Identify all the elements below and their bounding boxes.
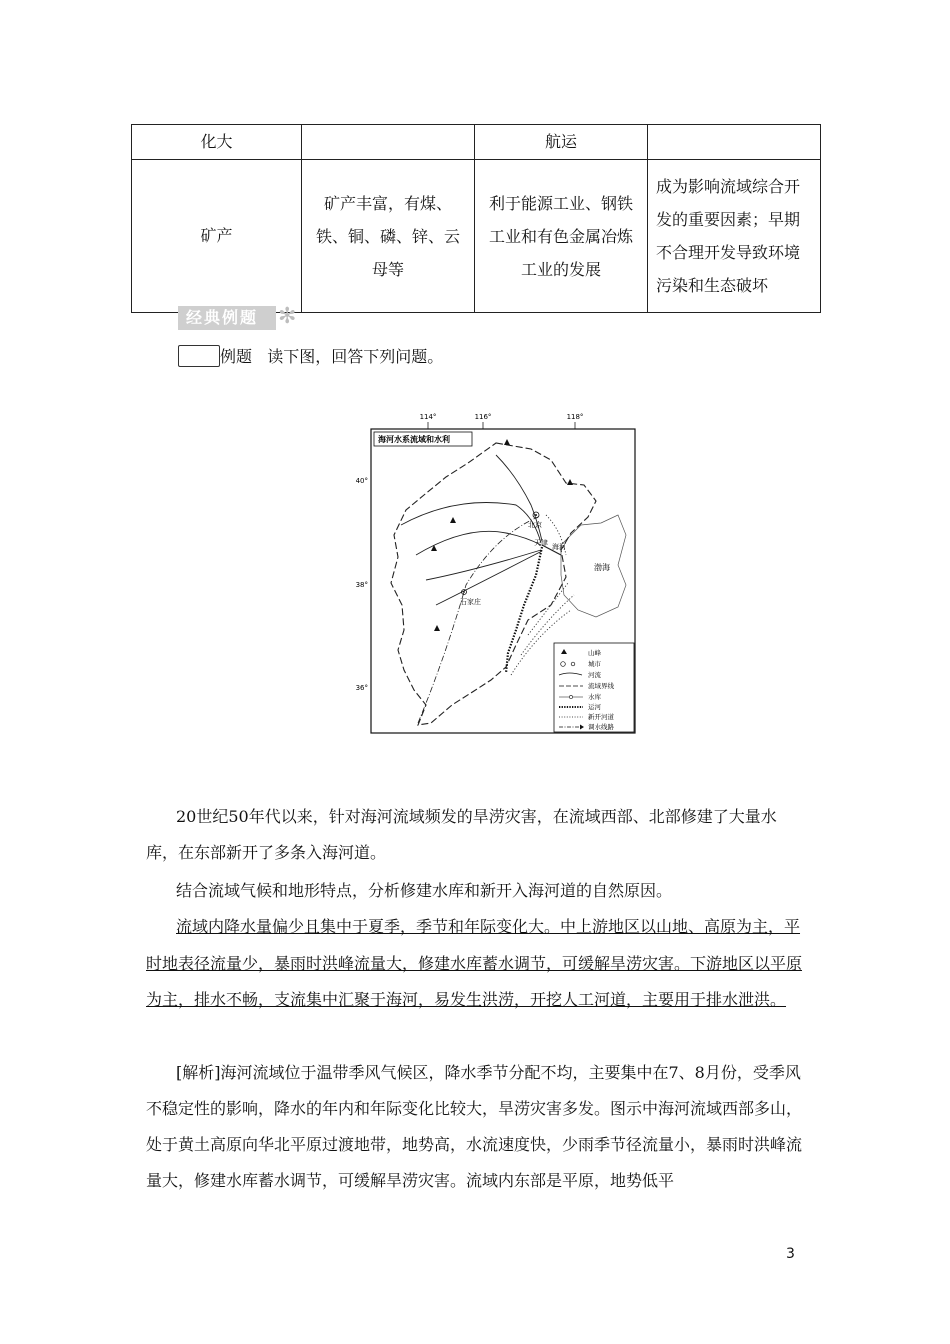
page-number: 3 xyxy=(786,1246,795,1262)
lat-label: 40° xyxy=(356,477,368,485)
legend-item: 山峰 xyxy=(588,649,601,657)
paragraph-background: 20世纪50年代以来，针对海河流域频发的旱涝灾害，在流域西部、北部修建了大量水库，在东部新开了多条入海河道。 xyxy=(146,807,777,862)
city-label: 天津 xyxy=(534,539,548,547)
section-badge: 经典例题 xyxy=(178,306,276,330)
table-cell xyxy=(302,125,475,160)
resource-table xyxy=(131,124,821,313)
legend-item: 河流 xyxy=(588,671,601,679)
table-row xyxy=(132,125,821,160)
table-cell: 矿产丰富，有煤、铁、铜、磷、锌、云母等 xyxy=(302,160,475,313)
lat-label: 36° xyxy=(356,684,368,692)
table-cell: 成为影响流域综合开发的重要因素；早期不合理开发导致环境污染和生态破坏 xyxy=(648,160,821,313)
lon-label: 114° xyxy=(419,413,437,421)
table-cell: 利于能源工业、钢铁工业和有色金属冶炼工业的发展 xyxy=(475,160,648,313)
river-label: 海河 xyxy=(552,543,566,551)
lat-label: 38° xyxy=(356,581,368,589)
table-cell: 航运 xyxy=(475,125,648,160)
example-line xyxy=(220,345,443,369)
map-legend xyxy=(554,643,634,732)
question: 结合流域气候和地形特点，分析修建水库和新开入海河道的自然原因。 xyxy=(176,881,673,900)
city-label: 北京 xyxy=(528,521,542,529)
analysis: [解析]海河流域位于温带季风气候区，降水季节分配不均，主要集中在7、8月份，受季风不稳定性的影响，降水的年内和年际变化比较大，旱涝灾害多发。图示中海河流域西部多山，处于黄土高原向华北平原过渡地带，地势高，水流速度快，少雨季节径流量小，暴雨时洪峰流量大，修建水库蓄水调节，可缓解旱涝灾害。流域内东部是平原，地势低平 xyxy=(146,1063,803,1190)
legend-item: 流域界线 xyxy=(588,682,614,690)
legend-item: 运河 xyxy=(588,703,601,711)
example-prompt: 读下图，回答下列问题。 xyxy=(267,347,444,366)
example-box xyxy=(178,345,220,367)
city-label: 石家庄 xyxy=(460,598,481,606)
sea-label: 渤海 xyxy=(594,563,610,572)
table-cell: 矿产 xyxy=(132,160,302,313)
legend-item: 水库 xyxy=(588,693,601,701)
haihe-basin-map xyxy=(356,405,638,741)
table-row xyxy=(132,160,821,313)
table-cell: 化大 xyxy=(132,125,302,160)
table-cell xyxy=(648,125,821,160)
legend-item: 调水线路 xyxy=(588,723,614,731)
example-label: 例题 xyxy=(220,347,253,366)
legend-item: 城市 xyxy=(588,660,601,668)
lon-label: 116° xyxy=(474,413,492,421)
map-title: 海河水系流域和水利 xyxy=(378,435,450,444)
lon-label: 118° xyxy=(566,413,584,421)
legend-item: 新开河道 xyxy=(588,713,614,721)
answer: 流域内降水量偏少且集中于夏季，季节和年际变化大。中上游地区以山地、高原为主，平时地表径流量少，暴雨时洪峰流量大，修建水库蓄水调节，可缓解旱涝灾害。下游地区以平原为主，排水不畅，支流集中汇聚于海河，易发生洪涝，开挖人工河道，主要用于排水泄洪。 xyxy=(146,917,803,1009)
star-icon: ✻ xyxy=(278,304,297,329)
